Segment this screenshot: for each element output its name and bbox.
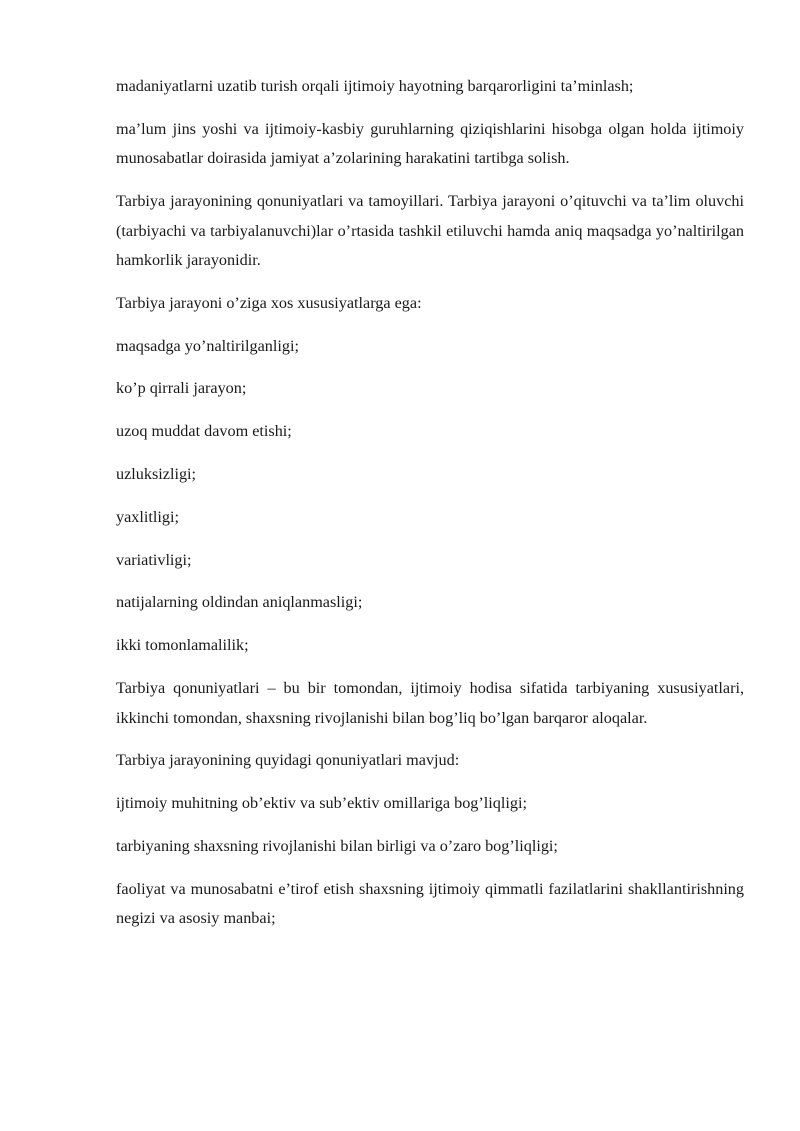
paragraph-features-intro: Tarbiya jarayoni o’ziga xos xususiyatlarga ega: bbox=[116, 293, 422, 312]
list-item-multifaceted: ko’p qirrali jarayon; bbox=[116, 379, 247, 398]
list-item-long-duration: uzoq muddat davom etishi; bbox=[116, 422, 292, 441]
paragraph-laws-and-principles: Tarbiya jarayonining qonuniyatlari va tamoyillari. Tarbiya jarayoni o’qituvchi va ta’lim oluvchi (tarbiyachi va tarbiyalanuvchi)lar o’rtasida tashkil etiluvchi hamda aniq maqsadga yo’naltirilgan hamkorlik jarayonidir. bbox=[116, 192, 744, 270]
paragraph-laws-intro: Tarbiya jarayonining quyidagi qonuniyatlari mavjud: bbox=[116, 751, 460, 770]
list-item-unity-with-development: tarbiyaning shaxsning rivojlanishi bilan birligi va o’zaro bog’liqligi; bbox=[116, 836, 558, 855]
list-item-unpredictable-results: natijalarning oldindan aniqlanmasligi; bbox=[116, 593, 363, 612]
paragraph-laws-definition: Tarbiya qonuniyatlari – bu bir tomondan, ijtimoiy hodisa sifatida tarbiyaning xususiyatlari, ikkinchi tomondan, shaxsning rivojlanishi bilan bog’liq bo’lgan barqaror aloqalar. bbox=[116, 679, 744, 727]
list-item-integrity: yaxlitligi; bbox=[116, 507, 179, 526]
paragraph-regulating-behavior: ma’lum jins yoshi va ijtimoiy-kasbiy guruhlarning qiziqishlarini hisobga olgan holda ijtimoiy munosabatlar doirasida jamiyat a’zolarining harakatini tartibga solish. bbox=[116, 119, 744, 168]
list-item-two-sidedness: ikki tomonlamalilik; bbox=[116, 636, 249, 655]
list-item-continuity: uzluksizligi; bbox=[116, 465, 197, 484]
paragraph-culture-transmission: madaniyatlarni uzatib turish orqali ijtimoiy hayotning barqarorligini ta’minlash; bbox=[116, 77, 634, 95]
list-item-environment-dependence: ijtimoiy muhitning ob’ektiv va sub’ektiv omillariga bog’liqligi; bbox=[116, 794, 527, 813]
list-item-activity-basis: faoliyat va munosabatni e’tirof etish shaxsning ijtimoiy qimmatli fazilatlarini shakllantirishning negizi va asosiy manbai; bbox=[116, 879, 744, 928]
list-item-purposefulness: maqsadga yo’naltirilganligi; bbox=[116, 336, 299, 355]
document-body bbox=[116, 72, 744, 947]
list-item-variativity: variativligi; bbox=[116, 550, 192, 569]
